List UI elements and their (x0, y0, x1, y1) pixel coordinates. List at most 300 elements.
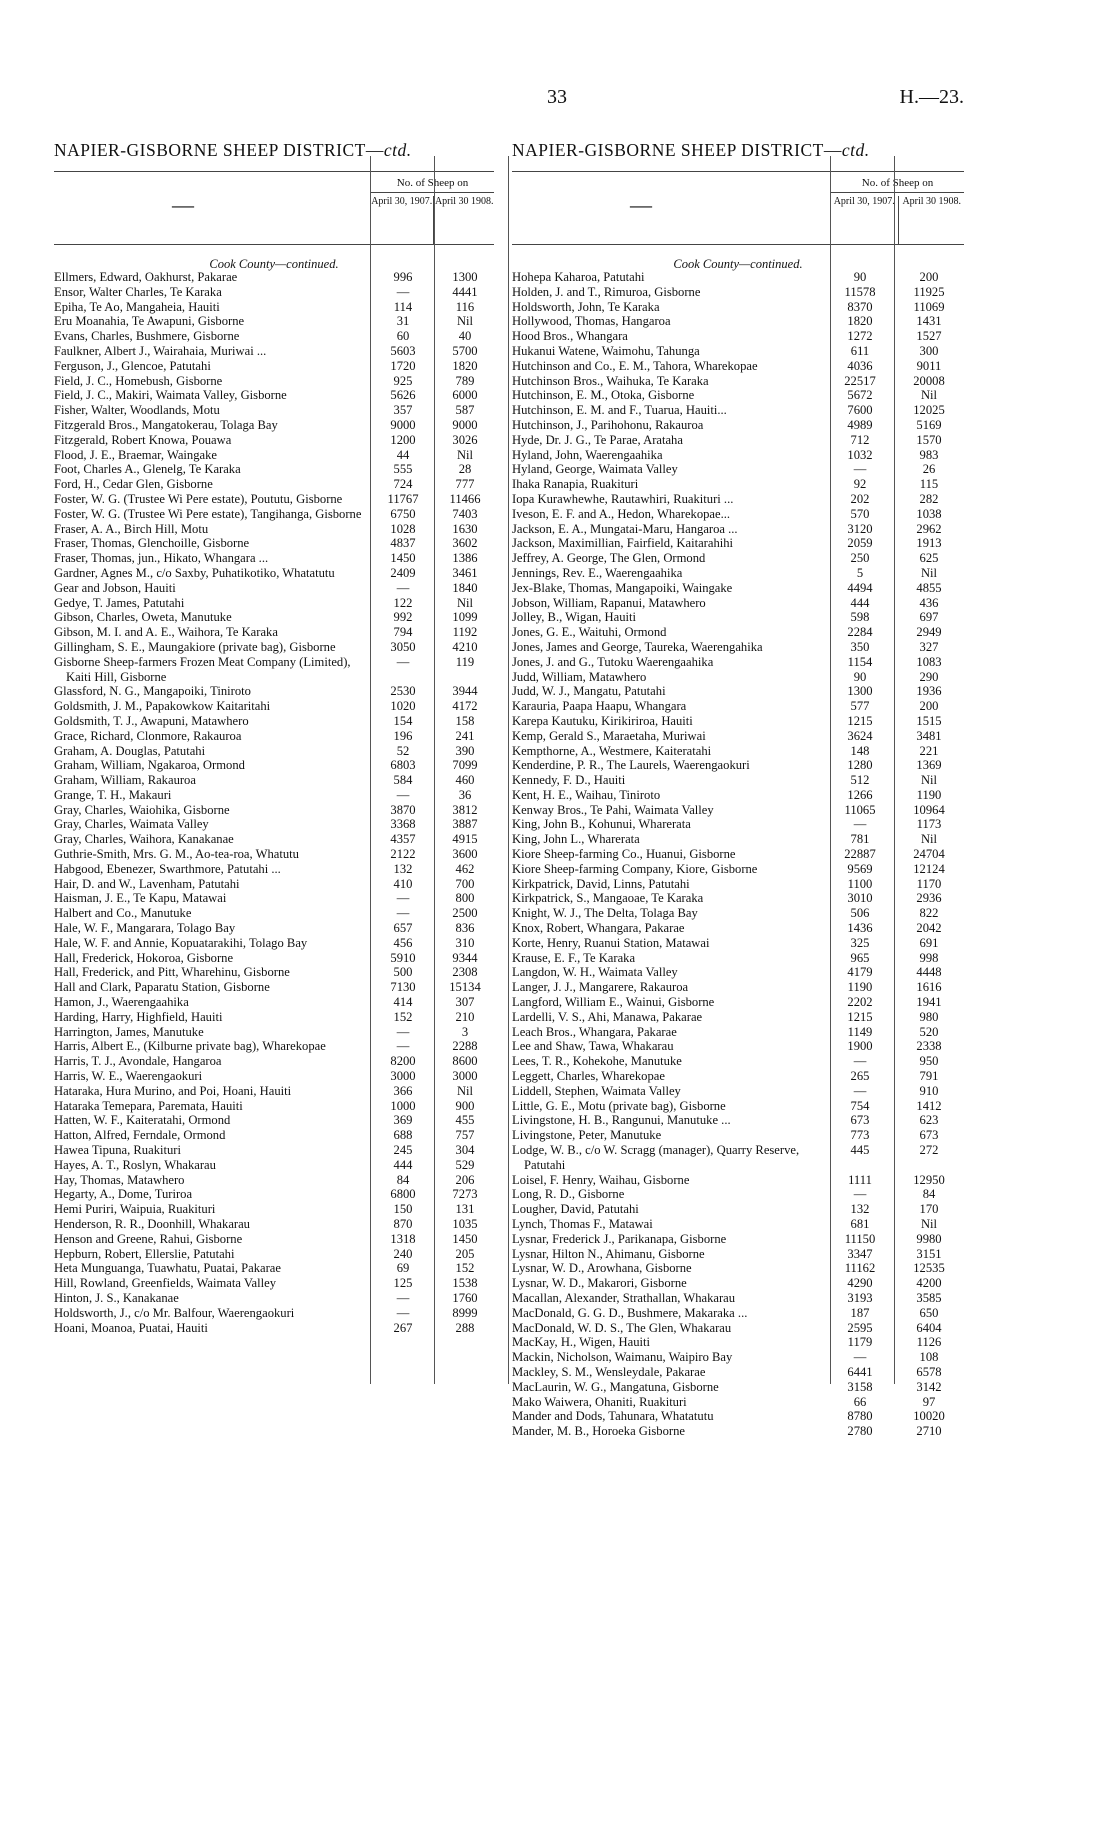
sheep-1908: Nil (456, 1083, 474, 1098)
owner-name: Jolley, B., Wigan, Hauiti (512, 610, 637, 625)
sheep-1907: 132 (393, 861, 413, 876)
sheep-1908: 2500 (452, 906, 478, 921)
owner-name: Ford, H., Cedar Glen, Gisborne (54, 477, 213, 492)
sheep-1908: 1630 (452, 521, 478, 536)
sheep-1907: — (396, 787, 410, 802)
sheep-1908: 390 (455, 743, 475, 758)
table-row (512, 329, 964, 344)
owner-name: Henson and Greene, Rahui, Gisborne (54, 1231, 243, 1246)
sheep-1907: 6441 (847, 1364, 873, 1379)
sheep-1907: 2059 (847, 536, 873, 551)
table-row (54, 536, 494, 551)
sheep-1908: 10020 (913, 1409, 945, 1424)
sheep-1908: 800 (455, 891, 475, 906)
table-row (54, 847, 494, 862)
owner-name: Lee and Shaw, Tawa, Whakarau (512, 1039, 674, 1054)
sheep-1907: 11162 (844, 1261, 876, 1276)
owner-name: Harrington, James, Manutuke (54, 1024, 204, 1039)
table-row (54, 684, 494, 699)
table-row (512, 1291, 964, 1306)
table-row (54, 1099, 494, 1114)
sheep-1908: 26 (922, 462, 936, 477)
sheep-1907: 794 (393, 625, 413, 640)
owner-name: Gardner, Agnes M., c/o Saxby, Puhatikotiko, Whatatutu (54, 565, 335, 580)
owner-name: Lees, T. R., Kohekohe, Manutuke (512, 1054, 682, 1069)
sheep-1908: 673 (919, 1128, 939, 1143)
table-row (54, 891, 494, 906)
owner-name: Graham, A. Douglas, Patutahi (54, 743, 206, 758)
table-row (54, 1069, 494, 1084)
owner-name: Gibson, Charles, Oweta, Manutuke (54, 610, 232, 625)
sheep-1908: 1840 (452, 580, 478, 595)
owner-name: Hatten, W. F., Kaiteratahi, Ormond (54, 1113, 231, 1128)
sheep-1908: 40 (458, 329, 472, 344)
owner-name: Lardelli, V. S., Ahi, Manawa, Pakarae (512, 1009, 703, 1024)
owner-name: Jeffrey, A. George, The Glen, Ormond (512, 551, 706, 566)
owner-name: Korte, Henry, Ruanui Station, Matawai (512, 935, 710, 950)
table-row (54, 1010, 494, 1025)
owner-name: Fisher, Walter, Woodlands, Motu (54, 403, 220, 418)
owner-name: Fraser, Thomas, jun., Hikato, Whangara ... (54, 551, 269, 566)
owner-name: MacDonald, W. D. S., The Glen, Whakarau (512, 1320, 732, 1335)
table-header (54, 171, 494, 245)
table-row (512, 388, 964, 403)
table-row (512, 1335, 964, 1350)
sheep-1908: 587 (455, 403, 475, 418)
owner-name: Little, G. E., Motu (private bag), Gisborne (512, 1098, 726, 1113)
sheep-1907: 4494 (847, 580, 873, 595)
table-row (54, 477, 494, 492)
owner-name: Ensor, Walter Charles, Te Karaka (54, 284, 222, 299)
sheep-1908: 2288 (452, 1039, 478, 1054)
owner-name: Heta Munguanga, Tuawhatu, Puatai, Pakarae (54, 1261, 281, 1276)
sheep-1908: 836 (455, 921, 475, 936)
sheep-1907: 512 (850, 773, 870, 788)
table-row (54, 1173, 494, 1188)
sheep-1908: 3151 (916, 1246, 942, 1261)
sheep-1908: 1192 (452, 625, 478, 640)
sheep-1908: 170 (919, 1202, 939, 1217)
owner-name: Gear and Jobson, Hauiti (54, 580, 176, 595)
owner-name: Kiore Sheep-farming Co., Huanui, Gisborne (512, 847, 736, 862)
sheep-1908: 119 (455, 654, 475, 669)
sheep-1907: 781 (850, 832, 870, 847)
sheep-1908: 3 (461, 1024, 469, 1039)
owner-name: Leach Bros., Whangara, Pakarae (512, 1024, 677, 1039)
table-row (512, 1069, 964, 1084)
sheep-1907: 2202 (847, 995, 873, 1010)
owner-name: Jex-Blake, Thomas, Mangapoiki, Waingake (512, 580, 733, 595)
table-row (512, 729, 964, 744)
table-row (54, 329, 494, 344)
sheep-1908: 272 (919, 1143, 939, 1158)
sheep-1908: 9000 (452, 417, 478, 432)
table-row (512, 758, 964, 773)
owner-name: Kemp, Gerald S., Maraetaha, Muriwai (512, 728, 706, 743)
sheep-1907: 202 (850, 491, 870, 506)
table-row (512, 1350, 964, 1365)
table-row (54, 418, 494, 433)
header-col-1908: April 30 1908. (433, 196, 496, 244)
table-row (54, 1232, 494, 1247)
table-row (512, 1128, 964, 1143)
sheep-1908: 210 (455, 1009, 475, 1024)
sheep-1907: 1318 (390, 1231, 416, 1246)
sheep-1907: 673 (850, 1113, 870, 1128)
sheep-1908: 1616 (916, 980, 942, 995)
owner-name: Ferguson, J., Glencoe, Patutahi (54, 358, 211, 373)
sheep-1907: 1190 (847, 980, 873, 995)
sheep-1907: 125 (393, 1276, 413, 1291)
sheep-1908: 4915 (452, 832, 478, 847)
header-col-1907: April 30, 1907. (371, 196, 433, 207)
owner-name: Harris, Albert E., (Kilburne private bag), Wharekopae (54, 1039, 326, 1054)
sheep-1907: 150 (393, 1202, 413, 1217)
sheep-1907: — (396, 654, 410, 669)
table-header (512, 171, 964, 245)
owner-name: Langer, J. J., Mangarere, Rakauroa (512, 980, 689, 995)
sheep-1907: 4290 (847, 1276, 873, 1291)
table-row (512, 832, 964, 847)
sheep-1907: 9000 (390, 417, 416, 432)
table-row (512, 1276, 964, 1291)
sheep-1907: 5603 (390, 343, 416, 358)
owner-name: Eru Moanahia, Te Awapuni, Gisborne (54, 314, 245, 329)
table-row (54, 729, 494, 744)
owner-name: Hataraka Temepara, Paremata, Hauiti (54, 1098, 243, 1113)
owner-name: Hawea Tipuna, Ruakituri (54, 1143, 181, 1158)
table-row (54, 448, 494, 463)
sheep-1908: 304 (455, 1143, 475, 1158)
table-row (54, 995, 494, 1010)
table-row (512, 1380, 964, 1395)
owner-name: Foster, W. G. (Trustee Wi Pere estate), Tangihanga, Gisborne (54, 506, 362, 521)
sheep-1908: 205 (455, 1246, 475, 1261)
sheep-1907: 350 (850, 639, 870, 654)
table-row (512, 1409, 964, 1424)
sheep-1908: 2710 (916, 1424, 942, 1439)
sheep-1908: 11925 (913, 284, 945, 299)
sheep-1908: 3585 (916, 1290, 942, 1305)
table-row (512, 433, 964, 448)
sheep-1908: 4200 (916, 1276, 942, 1291)
owner-name: Hall, Frederick, and Pitt, Wharehinu, Gisborne (54, 965, 290, 980)
sheep-1907: 369 (393, 1113, 413, 1128)
column-title: NAPIER-GISBORNE SHEEP DISTRICT—ctd. (54, 140, 412, 160)
sheep-1907: 122 (393, 595, 413, 610)
sheep-1908: 3600 (452, 847, 478, 862)
sheep-1907: 1215 (847, 1009, 873, 1024)
header-col-1907: April 30, 1907. (833, 196, 895, 207)
table-row (512, 906, 964, 921)
owner-name: Kent, H. E., Waihau, Tiniroto (512, 787, 661, 802)
owner-name: Kenway Bros., Te Pahi, Waimata Valley (512, 802, 714, 817)
sheep-1908: 1035 (452, 1217, 478, 1231)
owner-name: Lynch, Thomas F., Matawai (512, 1217, 653, 1231)
left-column (54, 140, 494, 1335)
sheep-1907: 8780 (847, 1409, 873, 1424)
sheep-1908: 1190 (916, 787, 942, 802)
owner-name: Hayes, A. T., Roslyn, Whakarau (54, 1157, 216, 1172)
sheep-1907: 265 (850, 1069, 870, 1084)
sheep-1907: 1149 (847, 1024, 873, 1039)
owner-name: Gibson, M. I. and A. E., Waihora, Te Karaka (54, 625, 278, 640)
owner-name: Gray, Charles, Waihora, Kanakanae (54, 832, 234, 847)
owner-name: Hyland, George, Waimata Valley (512, 462, 678, 477)
table-row (54, 655, 494, 685)
owner-name: Hair, D. and W., Lavenham, Patutahi (54, 876, 240, 891)
table-row (512, 744, 964, 759)
sheep-1907: 2409 (390, 565, 416, 580)
table-row (512, 1084, 964, 1099)
sheep-1907: 5672 (847, 388, 873, 403)
header-group: No. of Sheep on (396, 177, 469, 189)
sheep-1907: 456 (393, 935, 413, 950)
owner-name: Graham, William, Ngakaroa, Ormond (54, 758, 245, 773)
sheep-1908: 1412 (916, 1098, 942, 1113)
owner-name: Mako Waiwera, Ohaniti, Ruakituri (512, 1394, 687, 1409)
sheep-1907: 1028 (390, 521, 416, 536)
sheep-1907: 870 (393, 1217, 413, 1231)
sheep-1907: 9569 (847, 861, 873, 876)
owner-name: Harding, Harry, Highfield, Hauiti (54, 1009, 223, 1024)
table-row (54, 374, 494, 389)
sheep-1908: 97 (922, 1394, 936, 1409)
sheep-1907: 6750 (390, 506, 416, 521)
sheep-1908: 8600 (452, 1054, 478, 1069)
sheep-1907: 152 (393, 1009, 413, 1024)
sheep-1908: 700 (455, 876, 475, 891)
sheep-1908: 2308 (452, 965, 478, 980)
owner-name: Hutchinson, J., Parihohonu, Rakauroa (512, 417, 704, 432)
owner-name: Jackson, E. A., Mungatai-Maru, Hangaroa ... (512, 521, 738, 536)
sheep-1907: 611 (850, 343, 870, 358)
owner-name: Evans, Charles, Bushmere, Gisborne (54, 329, 240, 344)
table-row (54, 625, 494, 640)
sheep-1907: 506 (850, 906, 870, 921)
table-row (54, 714, 494, 729)
table-row (54, 1247, 494, 1262)
table-row (512, 684, 964, 699)
table-row (512, 965, 964, 980)
table-row (54, 285, 494, 300)
sheep-1907: 60 (396, 329, 410, 344)
owner-name: Jennings, Rev. E., Waerengaahika (512, 565, 683, 580)
sheep-1908: 650 (919, 1305, 939, 1320)
sheep-1908: 310 (455, 935, 475, 950)
sheep-1907: 22517 (844, 373, 876, 388)
sheep-1907: 148 (850, 743, 870, 758)
table-row (54, 1291, 494, 1306)
sheep-1908: 983 (919, 447, 939, 462)
owner-name: Jones, G. E., Waituhi, Ormond (512, 625, 667, 640)
table-row (512, 270, 964, 285)
sheep-1908: 2949 (916, 625, 942, 640)
sheep-1908: 1515 (916, 713, 942, 728)
right-rows (512, 270, 964, 1439)
sheep-1907: — (396, 891, 410, 906)
table-row (512, 522, 964, 537)
sheep-1908: 158 (455, 713, 475, 728)
sheep-1908: 12535 (913, 1261, 945, 1276)
sheep-1907: 657 (393, 921, 413, 936)
table-row (54, 877, 494, 892)
sheep-1908: Nil (920, 388, 938, 403)
sheep-1907: 2530 (390, 684, 416, 699)
owner-name: Lysnar, W. D., Makarori, Gisborne (512, 1276, 687, 1291)
sheep-1908: 9344 (452, 950, 478, 965)
owner-name: Mander, M. B., Horoeka Gisborne (512, 1424, 685, 1439)
sheep-1907: 1020 (390, 699, 416, 714)
owner-name: Judd, W. J., Mangatu, Patutahi (512, 684, 666, 699)
owner-name: Harris, T. J., Avondale, Hangaroa (54, 1054, 222, 1069)
table-row (512, 891, 964, 906)
table-row (54, 758, 494, 773)
sheep-1908: 3000 (452, 1069, 478, 1084)
sheep-1907: 114 (393, 299, 413, 314)
sheep-1907: — (396, 1039, 410, 1054)
sheep-1907: 1900 (847, 1039, 873, 1054)
table-row (54, 1054, 494, 1069)
sheep-1908: 108 (919, 1350, 939, 1365)
sheep-1908: 822 (919, 906, 939, 921)
owner-name: Leggett, Charles, Wharekopae (512, 1069, 665, 1084)
sheep-1908: Nil (920, 832, 938, 847)
table-row (512, 699, 964, 714)
sheep-1908: 4448 (916, 965, 942, 980)
table-row (54, 314, 494, 329)
sheep-1908: 1099 (452, 610, 478, 625)
sheep-1908: Nil (456, 314, 474, 329)
owner-name: Goldsmith, T. J., Awapuni, Matawhero (54, 713, 249, 728)
table-row (512, 1365, 964, 1380)
sheep-1908: 1570 (916, 432, 942, 447)
sheep-1907: 154 (393, 713, 413, 728)
sheep-1908: 623 (919, 1113, 939, 1128)
sheep-1907: — (853, 1054, 867, 1069)
sheep-1907: 187 (850, 1305, 870, 1320)
sheep-1907: 8200 (390, 1054, 416, 1069)
table-row (512, 1173, 964, 1188)
owner-name: Jackson, Maximillian, Fairfield, Kaitarahihi (512, 536, 734, 551)
sheep-1907: — (396, 906, 410, 921)
sheep-1907: 3120 (847, 521, 873, 536)
owner-name: Lysnar, W. D., Arowhana, Gisborne (512, 1261, 692, 1276)
sheep-1908: 757 (455, 1128, 475, 1143)
table-row (54, 388, 494, 403)
sheep-1908: 290 (919, 669, 939, 684)
table-row (54, 492, 494, 507)
sheep-1907: 1280 (847, 758, 873, 773)
sheep-1907: 688 (393, 1128, 413, 1143)
sheep-1907: 3050 (390, 639, 416, 654)
sheep-1907: 69 (396, 1261, 410, 1276)
sheep-1908: 1527 (916, 329, 942, 344)
sheep-1907: 5910 (390, 950, 416, 965)
sheep-1908: 307 (455, 995, 475, 1010)
table-row (512, 1247, 964, 1262)
owner-name: Gray, Charles, Waiohika, Gisborne (54, 802, 230, 817)
table-row (512, 817, 964, 832)
table-row (512, 581, 964, 596)
sheep-1907: 66 (853, 1394, 867, 1409)
sheep-1907: — (396, 1024, 410, 1039)
sheep-1907: 4357 (390, 832, 416, 847)
table-row (512, 714, 964, 729)
sheep-1908: 282 (919, 491, 939, 506)
table-row (54, 1039, 494, 1054)
table-row (54, 596, 494, 611)
sheep-1908: 5700 (452, 343, 478, 358)
owner-name: Macallan, Alexander, Strathallan, Whakarau (512, 1290, 736, 1305)
sheep-1907: — (396, 1290, 410, 1305)
table-row (54, 1217, 494, 1232)
sheep-1907: — (853, 462, 867, 477)
table-row (512, 359, 964, 374)
sheep-1908: 12950 (913, 1172, 945, 1187)
owner-name: Gisborne Sheep-farmers Frozen Meat Company (Limited), Kaiti Hill, Gisborne (54, 654, 351, 684)
owner-name: Hoani, Moanoa, Puatai, Hauiti (54, 1320, 208, 1335)
owner-name: Hollywood, Thomas, Hangaroa (512, 314, 671, 329)
owner-name: Gedye, T. James, Patutahi (54, 595, 185, 610)
sheep-1908: 7403 (452, 506, 478, 521)
sheep-1907: 1272 (847, 329, 873, 344)
table-row (54, 803, 494, 818)
table-row (512, 1143, 964, 1173)
sheep-1907: 4179 (847, 965, 873, 980)
owner-name: MacDonald, G. G. D., Bushmere, Makaraka ... (512, 1305, 748, 1320)
sheep-1907: 245 (393, 1143, 413, 1158)
sheep-1908: 15134 (449, 980, 481, 995)
sheep-1907: 724 (393, 477, 413, 492)
sheep-1908: 5169 (916, 417, 942, 432)
sheep-1907: 267 (393, 1320, 413, 1335)
table-row (54, 640, 494, 655)
sheep-1908: 7099 (452, 758, 478, 773)
sheep-1907: 4837 (390, 536, 416, 551)
header-dash: — (630, 192, 652, 217)
sheep-1908: 1913 (916, 536, 942, 551)
sheep-1908: 221 (919, 743, 939, 758)
table-row (512, 596, 964, 611)
table-row (54, 980, 494, 995)
table-row (54, 951, 494, 966)
owner-name: Knight, W. J., The Delta, Tolaga Bay (512, 906, 698, 921)
owner-name: Foster, W. G. (Trustee Wi Pere estate), Poututu, Gisborne (54, 491, 343, 506)
table-row (512, 921, 964, 936)
sheep-1908: Nil (920, 565, 938, 580)
sheep-1908: 36 (458, 787, 472, 802)
table-row (54, 817, 494, 832)
owner-name: Karauria, Paapa Haapu, Whangara (512, 699, 687, 714)
sheep-1907: 570 (850, 506, 870, 521)
owner-name: Field, J. C., Makiri, Waimata Valley, Gisborne (54, 388, 287, 403)
sheep-1907: 366 (393, 1083, 413, 1098)
owner-name: Hyland, John, Waerengaahika (512, 447, 663, 462)
owner-name: Hemi Puriri, Waipuia, Ruakituri (54, 1202, 216, 1217)
sheep-1908: 1936 (916, 684, 942, 699)
sheep-1907: 1720 (390, 358, 416, 373)
table-row (54, 581, 494, 596)
owner-name: Ellmers, Edward, Oakhurst, Pakarae (54, 270, 238, 284)
sheep-1908: 131 (455, 1202, 475, 1217)
table-row (512, 1010, 964, 1025)
sheep-1907: 196 (393, 728, 413, 743)
table-row (512, 1424, 964, 1439)
owner-name: Hutchinson and Co., E. M., Tahora, Wharekopae (512, 358, 758, 373)
sheep-1907: 11767 (387, 491, 419, 506)
owner-name: Harris, W. E., Waerengaokuri (54, 1069, 203, 1084)
